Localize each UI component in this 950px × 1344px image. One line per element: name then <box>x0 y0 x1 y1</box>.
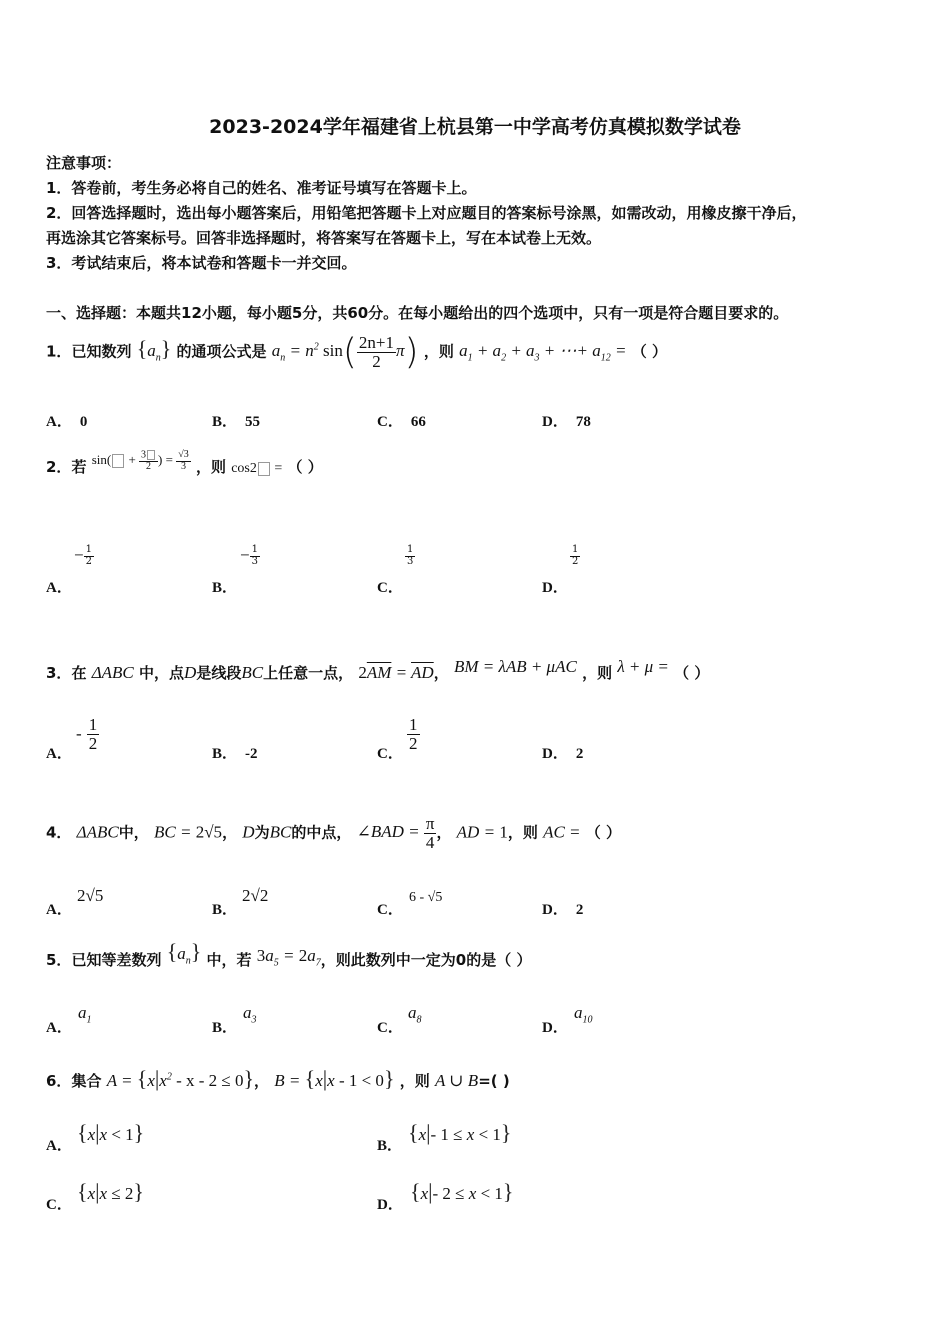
q3-option-c-value: $\frac{1}{2}$ <box>409 715 418 753</box>
q6-option-a-value: {x|x < 1} <box>77 1120 145 1145</box>
q4-option-c-value: 6 - √5 <box>409 890 443 905</box>
question-5: 5．已知等差数列 $\{a_n\}$ 中，若 $3a_5 = 2a_7$，则此数列中一定为0的是（ ） <box>46 939 532 969</box>
notice-item-3: 3．考试结束后，将本试卷和答题卡一并交回。 <box>46 254 357 272</box>
q5-option-d[interactable]: D． <box>542 1020 568 1036</box>
q3-triangle: ΔABC <box>91 663 134 682</box>
q3-vector-eq2: BM = λAB + μAC <box>453 657 577 676</box>
q1-option-b[interactable]: B． 55 <box>212 414 261 430</box>
q4-option-a[interactable]: A． <box>46 902 72 918</box>
q4-ad: AD = 1 <box>456 822 508 842</box>
q1-formula: $a_n = n^2$ sin( $\frac{2n+1}{2}$ π) <box>271 332 419 373</box>
q4-option-b[interactable]: B． <box>212 902 238 918</box>
notice-item-1: 1．答卷前，考生务必将自己的姓名、准考证号填写在答题卡上。 <box>46 179 477 197</box>
q6-option-a[interactable]: A． <box>46 1138 72 1154</box>
q4-target: AC = <box>543 822 581 842</box>
q6-target: A ∪ B <box>434 1071 479 1090</box>
page-title: 2023-2024学年福建省上杭县第一中学高考仿真模拟数学试卷 <box>209 116 741 138</box>
q3-option-b[interactable]: B． -2 <box>212 746 258 762</box>
q6-option-b-value: {x|- 1 ≤ x < 1} <box>408 1120 512 1145</box>
q2-option-b[interactable]: B． <box>212 580 238 596</box>
q5-equation: $3a_5 = 2a_7$ <box>256 946 321 969</box>
q3-option-c[interactable]: C． <box>377 746 403 762</box>
q1-sum: $a_1 + a_2 + a_3$ + ⋯+ $a_{12}$ = <box>459 341 627 364</box>
q5-option-c-value: $a_8$ <box>408 1003 422 1026</box>
q1-sequence: $\{a_n\}$ <box>136 336 172 364</box>
q3-target: λ + μ = <box>617 657 669 676</box>
q6-option-d[interactable]: D． <box>377 1197 403 1213</box>
q2-equation: sin( + $\frac{3}{2}$ ) = $\frac{√3}{3}$ <box>91 449 189 472</box>
q5-option-c[interactable]: C． <box>377 1020 403 1036</box>
q2-option-c[interactable]: C． <box>377 580 403 596</box>
q3-option-a[interactable]: A． <box>46 746 72 762</box>
question-4: 4． ΔABC中， BC = 2√5， D为BC的中点， ∠BAD = $\frac{\pi}{4}$ ， AD = 1，则 AC = （ ） <box>46 814 621 852</box>
q5-option-b-value: $a_3$ <box>243 1003 257 1026</box>
section-heading: 一、选择题：本题共12小题，每小题5分，共60分。在每小题给出的四个选项中，只有一项是符合题目要求的。 <box>46 304 789 322</box>
q4-option-b-value: 2√2 <box>242 886 269 905</box>
q1-option-d[interactable]: D． 78 <box>542 414 591 430</box>
q4-option-c[interactable]: C． <box>377 902 403 918</box>
q3-option-d[interactable]: D． 2 <box>542 746 584 762</box>
q5-option-a[interactable]: A． <box>46 1020 72 1036</box>
q2-option-d-value: $\frac{1}{2}$ <box>572 544 579 567</box>
question-1: 1．已知数列 $\{a_n\}$ 的通项公式是 $a_n = n^2$ sin( $\frac{2n+1}{2}$ π) ，则 $a_1 + a_2 + a_3$ + ⋯+ $a_{12}$ = （ ） <box>46 332 667 373</box>
q5-option-a-value: $a_1$ <box>78 1003 92 1026</box>
q2-option-d[interactable]: D． <box>542 580 568 596</box>
q4-segment: BC <box>269 822 292 842</box>
q4-option-d[interactable]: D． 2 <box>542 902 584 918</box>
q6-set-a: $A = \{x|x^2 - x - 2 \le 0\}$ <box>106 1066 255 1091</box>
question-3: 3．在 ΔABC 中，点D是线段BC上任意一点， $2\overline{AM} = \overline{AD}$， BM = λAB + μAC ，则 λ + μ = （ ） <box>46 657 710 682</box>
q1-option-a[interactable]: A． 0 <box>46 414 88 430</box>
q4-triangle: ΔABC <box>76 822 119 842</box>
q6-option-b[interactable]: B． <box>377 1138 403 1154</box>
q2-option-c-value: $\frac{1}{3}$ <box>407 544 414 567</box>
q4-option-a-value: 2√5 <box>77 886 104 905</box>
q4-bc: BC = 2√5 <box>154 822 223 842</box>
q2-option-a[interactable]: A． <box>46 580 72 596</box>
q2-target: cos2 = <box>231 461 283 476</box>
q6-option-c[interactable]: C． <box>46 1197 72 1213</box>
q1-option-c[interactable]: C． 66 <box>377 414 426 430</box>
q2-option-b-value: − $\frac{1}{3}$ <box>240 544 258 567</box>
q4-angle: ∠BAD = $\frac{\pi}{4}$ <box>356 814 435 852</box>
notice-item-2-cont: 再选涂其它答案标号。回答非选择题时，将答案写在答题卡上，写在本试卷上无效。 <box>46 229 602 247</box>
q2-option-a-value: − $\frac{1}{2}$ <box>74 544 92 567</box>
notice-heading: 注意事项： <box>46 154 122 172</box>
question-6: 6．集合 $A = \{x|x^2 - x - 2 \le 0\}$， B = {x|x - 1 < 0} ，则 A ∪ B=( ) <box>46 1066 510 1091</box>
q3-vector-eq1: $2\overline{AM} = \overline{AD}$ <box>358 663 434 682</box>
q4-point-d: D <box>242 822 255 842</box>
q5-option-b[interactable]: B． <box>212 1020 238 1036</box>
q6-set-b: B = {x|x - 1 < 0} <box>274 1066 395 1091</box>
q6-option-d-value: {x|- 2 ≤ x < 1} <box>410 1179 514 1204</box>
notice-item-2: 2．回答选择题时，选出每小题答案后，用铅笔把答题卡上对应题目的答案标号涂黑，如需改动，用橡皮擦干净后， <box>46 204 807 222</box>
q5-sequence: $\{a_n\}$ <box>166 939 202 967</box>
q3-option-a-value: - $\frac{1}{2}$ <box>76 715 98 753</box>
q6-option-c-value: {x|x ≤ 2} <box>77 1179 144 1204</box>
q5-option-d-value: $a_{10}$ <box>574 1003 593 1026</box>
question-2: 2．若 sin( + $\frac{3}{2}$ ) = $\frac{√3}{3}$ ，则 cos2 = （ ） <box>46 449 323 476</box>
